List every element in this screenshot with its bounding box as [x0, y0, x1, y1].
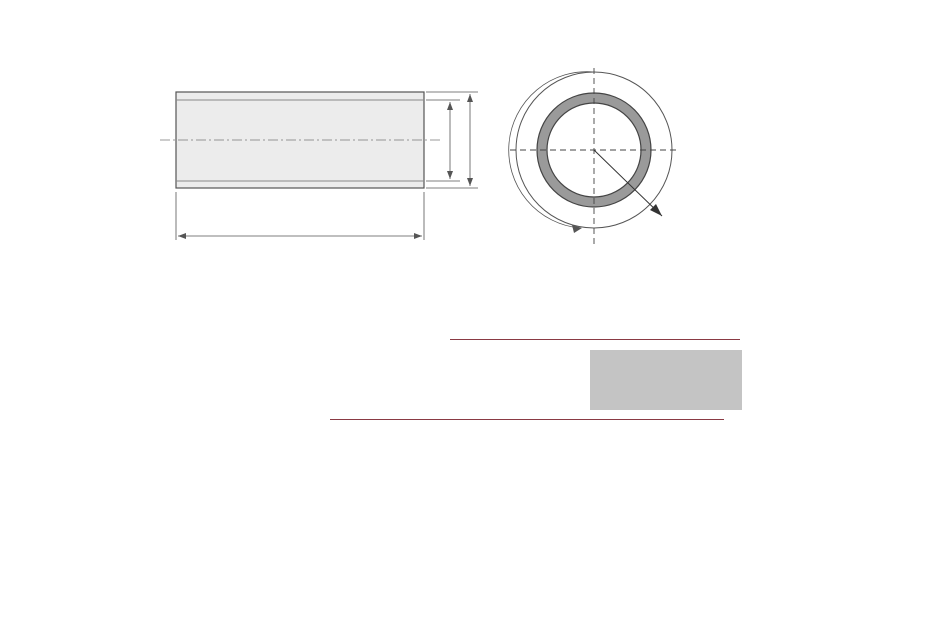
material-rule	[330, 419, 724, 420]
pom-highlight-box	[590, 350, 742, 410]
title-rule	[450, 339, 740, 340]
section-view	[509, 68, 680, 248]
technical-drawing	[0, 0, 932, 270]
side-view	[160, 92, 478, 240]
